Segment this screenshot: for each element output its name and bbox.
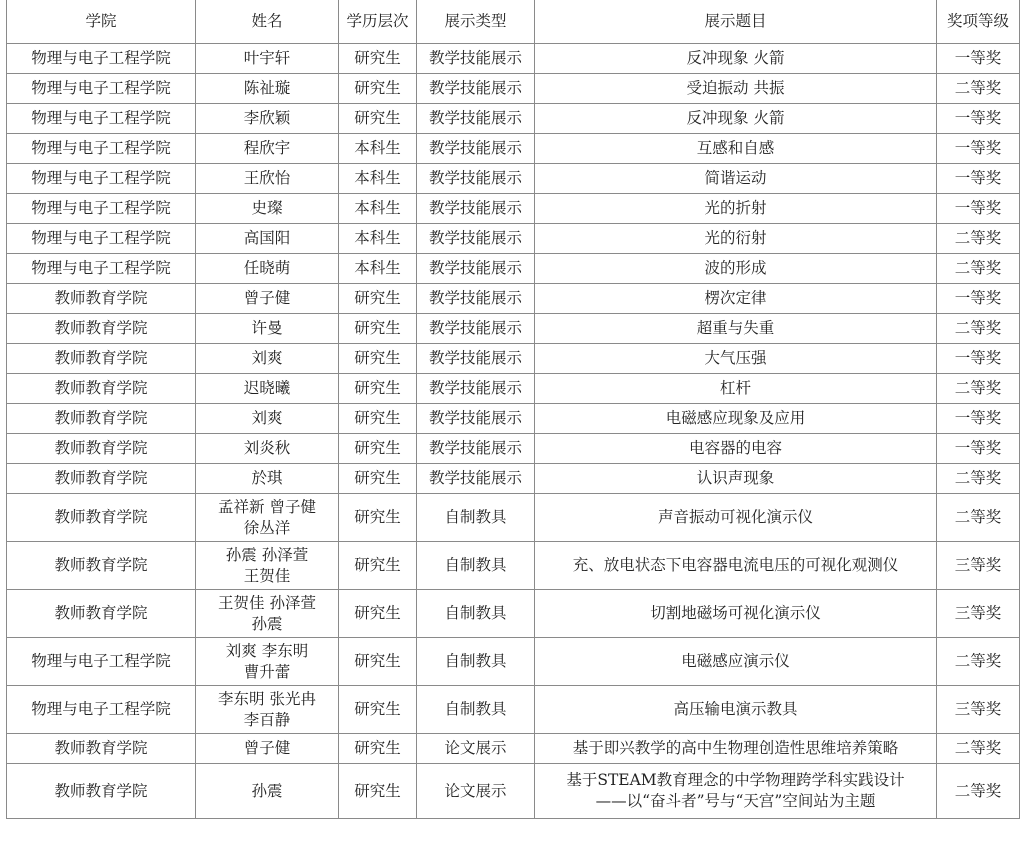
cell-name-line: 孙震 孙泽萱: [225, 545, 309, 564]
cell-title: [535, 164, 937, 194]
cell-college: 教师教育学院: [7, 314, 196, 344]
cell-award: 一等奖: [937, 134, 1020, 164]
cell-title-line: 大气压强: [704, 349, 767, 367]
table-row: [7, 590, 1020, 638]
cell-title-line: 超重与失重: [696, 319, 775, 337]
cell-name-line: 李欣颖: [243, 109, 291, 127]
cell-type: 论文展示: [417, 764, 535, 819]
cell-title-line: 互感和自感: [696, 139, 775, 157]
cell-name-line: 孙震: [251, 614, 283, 633]
cell-type: 教学技能展示: [417, 434, 535, 464]
cell-level: 研究生: [339, 494, 417, 542]
cell-college: 教师教育学院: [7, 542, 196, 590]
cell-title: [535, 254, 937, 284]
cell-title-line: 基于即兴教学的高中生物理创造性思维培养策略: [572, 739, 899, 757]
cell-name-line: 叶宇轩: [243, 49, 291, 67]
cell-type: 教学技能展示: [417, 194, 535, 224]
cell-title: [535, 314, 937, 344]
cell-college: 教师教育学院: [7, 404, 196, 434]
cell-title: [535, 74, 937, 104]
cell-name-line: 许曼: [251, 319, 283, 337]
cell-award: 二等奖: [937, 224, 1020, 254]
cell-type: 自制教具: [417, 494, 535, 542]
col-header-award: 奖项等级: [937, 0, 1020, 44]
cell-title-line: 波的形成: [704, 259, 767, 277]
cell-award: 二等奖: [937, 374, 1020, 404]
cell-type: 教学技能展示: [417, 224, 535, 254]
cell-award: 一等奖: [937, 404, 1020, 434]
table-row: [7, 344, 1020, 374]
cell-name-line: 刘爽: [251, 349, 283, 367]
cell-level: 研究生: [339, 734, 417, 764]
cell-level: 研究生: [339, 44, 417, 74]
cell-college: 教师教育学院: [7, 590, 196, 638]
cell-title: [535, 104, 937, 134]
cell-name: [196, 104, 339, 134]
cell-name: [196, 194, 339, 224]
table-row: [7, 314, 1020, 344]
cell-name: [196, 134, 339, 164]
cell-award: 一等奖: [937, 104, 1020, 134]
cell-title-line: 基于STEAM教育理念的中学物理跨学科实践设计: [566, 771, 905, 789]
cell-award: 一等奖: [937, 164, 1020, 194]
table-row: [7, 194, 1020, 224]
table-row: [7, 404, 1020, 434]
cell-name-line: 曾子健: [243, 289, 291, 307]
cell-college: 教师教育学院: [7, 344, 196, 374]
cell-name-line: 史璨: [251, 199, 283, 217]
cell-type: 教学技能展示: [417, 464, 535, 494]
table-row: [7, 134, 1020, 164]
cell-award: 一等奖: [937, 284, 1020, 314]
table-row: [7, 764, 1020, 819]
cell-award: 一等奖: [937, 44, 1020, 74]
cell-award: 一等奖: [937, 344, 1020, 374]
cell-college: 教师教育学院: [7, 764, 196, 819]
table-row: [7, 686, 1020, 734]
cell-college: 教师教育学院: [7, 464, 196, 494]
cell-title-line: 充、放电状态下电容器电流电压的可视化观测仪: [572, 556, 899, 574]
cell-type: 自制教具: [417, 542, 535, 590]
cell-title: [535, 134, 937, 164]
cell-name: [196, 734, 339, 764]
cell-college: 教师教育学院: [7, 284, 196, 314]
cell-title: [535, 44, 937, 74]
cell-name-line: 王欣怡: [243, 169, 291, 187]
cell-title-line: 杠杆: [719, 379, 751, 397]
cell-level: 研究生: [339, 104, 417, 134]
cell-type: 自制教具: [417, 638, 535, 686]
cell-college: 教师教育学院: [7, 374, 196, 404]
col-header-level: 学历层次: [339, 0, 417, 44]
cell-title-line: 光的折射: [704, 199, 767, 217]
cell-college: 物理与电子工程学院: [7, 44, 196, 74]
cell-college: 物理与电子工程学院: [7, 194, 196, 224]
cell-name: [196, 464, 339, 494]
cell-title-line: 反冲现象 火箭: [686, 109, 785, 127]
cell-name-line: 迟晓曦: [243, 379, 291, 397]
cell-name: [196, 494, 339, 542]
cell-title: [535, 194, 937, 224]
cell-name-line: 陈祉璇: [243, 79, 291, 97]
cell-level: 研究生: [339, 638, 417, 686]
cell-title-line: 切割地磁场可视化演示仪: [650, 604, 821, 622]
cell-level: 研究生: [339, 344, 417, 374]
cell-name-line: 高国阳: [243, 229, 291, 247]
cell-type: 论文展示: [417, 734, 535, 764]
cell-name: [196, 374, 339, 404]
cell-college: 物理与电子工程学院: [7, 686, 196, 734]
cell-name-line: 徐丛洋: [243, 518, 291, 537]
cell-name-line: 於琪: [251, 469, 283, 487]
cell-award: 二等奖: [937, 494, 1020, 542]
cell-award: 一等奖: [937, 434, 1020, 464]
col-header-college: 学院: [7, 0, 196, 44]
cell-level: 研究生: [339, 464, 417, 494]
cell-name: [196, 434, 339, 464]
table-row: [7, 44, 1020, 74]
cell-level: 研究生: [339, 314, 417, 344]
cell-award: 二等奖: [937, 254, 1020, 284]
cell-name: [196, 764, 339, 819]
cell-college: 物理与电子工程学院: [7, 134, 196, 164]
cell-name: [196, 314, 339, 344]
cell-name: [196, 254, 339, 284]
cell-name: [196, 344, 339, 374]
cell-level: 研究生: [339, 764, 417, 819]
cell-title: [535, 542, 937, 590]
cell-college: 物理与电子工程学院: [7, 254, 196, 284]
cell-name: [196, 74, 339, 104]
table-row: [7, 434, 1020, 464]
cell-level: 本科生: [339, 194, 417, 224]
cell-title: [535, 590, 937, 638]
cell-college: 物理与电子工程学院: [7, 164, 196, 194]
cell-name-line: 曾子健: [243, 739, 291, 757]
cell-college: 物理与电子工程学院: [7, 74, 196, 104]
cell-type: 教学技能展示: [417, 374, 535, 404]
cell-level: 研究生: [339, 374, 417, 404]
cell-level: 研究生: [339, 542, 417, 590]
cell-title-line: ——以“奋斗者”号与“天宫”空间站为主题: [595, 792, 876, 810]
cell-type: 教学技能展示: [417, 74, 535, 104]
cell-name: [196, 44, 339, 74]
cell-title-line: 简谐运动: [704, 169, 767, 187]
cell-name-line: 孟祥新 曾子健: [218, 497, 316, 516]
cell-name-line: 孙震: [251, 781, 283, 800]
cell-title-line: 电磁感应演示仪: [681, 652, 790, 670]
cell-type: 自制教具: [417, 686, 535, 734]
table-row: [7, 224, 1020, 254]
cell-type: 教学技能展示: [417, 284, 535, 314]
cell-title: [535, 284, 937, 314]
cell-name: [196, 542, 339, 590]
cell-title-line: 高压输电演示教具: [673, 700, 798, 718]
table-row: [7, 374, 1020, 404]
table-row: [7, 494, 1020, 542]
cell-name: [196, 638, 339, 686]
cell-type: 教学技能展示: [417, 164, 535, 194]
cell-title-line: 认识声现象: [696, 469, 775, 487]
cell-college: 物理与电子工程学院: [7, 638, 196, 686]
cell-name: [196, 224, 339, 254]
cell-level: 本科生: [339, 164, 417, 194]
cell-name-line: 刘爽 李东明: [225, 641, 309, 660]
table-row: [7, 254, 1020, 284]
cell-type: 教学技能展示: [417, 344, 535, 374]
cell-name-line: 程欣宇: [243, 139, 291, 157]
table-body: [7, 44, 1020, 819]
cell-award: 三等奖: [937, 686, 1020, 734]
cell-name: [196, 164, 339, 194]
cell-award: 二等奖: [937, 314, 1020, 344]
cell-title-line: 受迫振动 共振: [686, 79, 785, 97]
cell-award: 二等奖: [937, 638, 1020, 686]
cell-title-line: 反冲现象 火箭: [686, 49, 785, 67]
cell-name-line: 曹升蕾: [243, 662, 291, 681]
cell-level: 研究生: [339, 434, 417, 464]
table-row: [7, 734, 1020, 764]
cell-type: 教学技能展示: [417, 134, 535, 164]
cell-title-line: 楞次定律: [704, 289, 767, 307]
cell-award: 三等奖: [937, 590, 1020, 638]
table-row: [7, 638, 1020, 686]
cell-name-line: 李东明 张光冉: [218, 689, 316, 708]
cell-title: [535, 404, 937, 434]
cell-title: [535, 344, 937, 374]
cell-name: [196, 284, 339, 314]
cell-college: 教师教育学院: [7, 434, 196, 464]
cell-college: 物理与电子工程学院: [7, 224, 196, 254]
cell-title: [535, 464, 937, 494]
cell-award: 二等奖: [937, 464, 1020, 494]
cell-award: 二等奖: [937, 764, 1020, 819]
cell-name-line: 王贺佳 孙泽萱: [218, 593, 316, 612]
cell-award: 三等奖: [937, 542, 1020, 590]
cell-title: [535, 638, 937, 686]
cell-type: 教学技能展示: [417, 254, 535, 284]
cell-award: 二等奖: [937, 734, 1020, 764]
cell-title: [535, 434, 937, 464]
cell-level: 研究生: [339, 74, 417, 104]
cell-level: 研究生: [339, 686, 417, 734]
cell-title: [535, 224, 937, 254]
cell-name: [196, 590, 339, 638]
cell-college: 教师教育学院: [7, 494, 196, 542]
table-row: [7, 542, 1020, 590]
cell-level: 研究生: [339, 404, 417, 434]
cell-level: 研究生: [339, 284, 417, 314]
cell-title-line: 电磁感应现象及应用: [665, 409, 806, 427]
cell-name: [196, 404, 339, 434]
cell-type: 教学技能展示: [417, 404, 535, 434]
cell-college: 物理与电子工程学院: [7, 104, 196, 134]
awards-table: [6, 0, 1020, 819]
cell-title-line: 声音振动可视化演示仪: [657, 508, 813, 526]
cell-name-line: 任晓萌: [243, 259, 291, 277]
cell-award: 二等奖: [937, 74, 1020, 104]
cell-title: [535, 494, 937, 542]
header-row: [7, 0, 1020, 44]
cell-college: 教师教育学院: [7, 734, 196, 764]
col-header-type: 展示类型: [417, 0, 535, 44]
cell-title: [535, 686, 937, 734]
table-row: [7, 464, 1020, 494]
cell-type: 教学技能展示: [417, 104, 535, 134]
cell-name-line: 刘爽: [251, 409, 283, 427]
cell-title-line: 光的衍射: [704, 229, 767, 247]
cell-title: [535, 764, 937, 819]
cell-type: 教学技能展示: [417, 44, 535, 74]
col-header-name: 姓名: [196, 0, 339, 44]
cell-title: [535, 734, 937, 764]
table-row: [7, 104, 1020, 134]
table-row: [7, 74, 1020, 104]
cell-name-line: 王贺佳: [243, 566, 291, 585]
cell-title: [535, 374, 937, 404]
cell-type: 教学技能展示: [417, 314, 535, 344]
col-header-title: 展示题目: [535, 0, 937, 44]
table-row: [7, 284, 1020, 314]
cell-title-line: 电容器的电容: [688, 439, 782, 457]
cell-level: 本科生: [339, 134, 417, 164]
cell-name: [196, 686, 339, 734]
cell-name-line: 刘炎秋: [243, 439, 291, 457]
cell-type: 自制教具: [417, 590, 535, 638]
cell-name-line: 李百静: [243, 710, 291, 729]
cell-award: 一等奖: [937, 194, 1020, 224]
table-row: [7, 164, 1020, 194]
cell-level: 研究生: [339, 590, 417, 638]
cell-level: 本科生: [339, 224, 417, 254]
cell-level: 本科生: [339, 254, 417, 284]
